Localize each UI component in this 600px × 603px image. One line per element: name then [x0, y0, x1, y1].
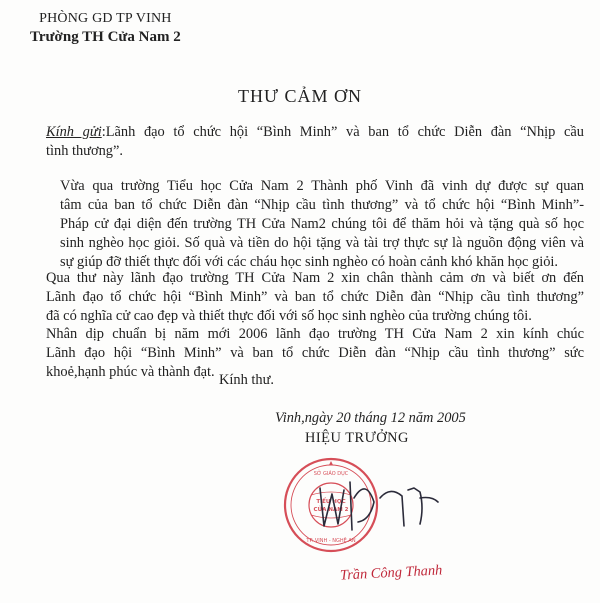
- paragraph-1: [46, 177, 584, 272]
- paragraph-line: sự giúp đỡ thiết thực đối với các cháu học sinh nghèo có hoàn cảnh khó khăn học giỏi.: [60, 254, 559, 270]
- svg-text:TIỂU HỌC: TIỂU HỌC: [316, 499, 346, 505]
- salutation-label: Kính gửi: [46, 124, 102, 140]
- paragraph-line: Nhân dịp chuẩn bị năm mới 2006 lãnh đạo trường TH Cửa Nam 2 xin kính chúc: [46, 326, 584, 342]
- svg-text:CỬA NAM 2: CỬA NAM 2: [313, 507, 349, 513]
- paragraph-3: [46, 325, 584, 382]
- paragraph-line: Lãnh đạo hội “Bình Minh” và ban tổ chức Diễn đàn “Nhịp cầu tình thương” sức: [46, 345, 584, 361]
- paragraph-line: sinh nghèo học giỏi. Số quà và tiền do hội tặng và tài trợ thực sự là nguồn động viên và: [60, 235, 584, 251]
- paragraph-line: Qua thư này lãnh đạo trường TH Cửa Nam 2 xin chân thành cảm ơn và biết ơn đến: [46, 270, 584, 286]
- letterhead: [30, 10, 181, 46]
- paragraph-2: [46, 269, 584, 326]
- office-name: PHÒNG GD TP VINH: [39, 11, 172, 26]
- closing-phrase: Kính thư.: [219, 372, 274, 388]
- paragraph-line: Lãnh đạo tổ chức hội “Bình Minh” và ban tổ chức Diễn đàn “Nhịp cầu tình thương”: [46, 289, 584, 305]
- paragraph-line: Pháp cử đại diện đến trường TH Cửa Nam2 chúng tôi để thăm hỏi và tặng quà số học: [60, 216, 584, 232]
- salutation: [46, 123, 584, 161]
- signatory-title: HIỆU TRƯỞNG: [305, 430, 409, 446]
- paragraph-line: tâm của ban tổ chức Diễn đàn “Nhịp cầu tình thương” và tổ chức hội “Bình Minh”-: [60, 197, 584, 213]
- paragraph-line: Vừa qua trường Tiểu học Cửa Nam 2 Thành phố Vinh đã vinh dự được sự quan: [60, 178, 584, 194]
- paragraph-line: đã có nghĩa cử cao đẹp và thiết thực đối với số học sinh nghèo của trường chúng tôi.: [46, 308, 532, 324]
- school-name: Trường TH Cửa Nam 2: [30, 29, 181, 45]
- svg-text:TP. VINH - NGHỆ AN: TP. VINH - NGHỆ AN: [306, 538, 356, 544]
- salutation-text-2: tình thương”.: [46, 143, 123, 159]
- letter-title: THƯ CẢM ƠN: [238, 86, 362, 106]
- svg-text:SỞ GIÁO DỤC: SỞ GIÁO DỤC: [313, 471, 349, 477]
- date-line: Vinh,ngày 20 tháng 12 năm 2005: [275, 410, 466, 426]
- salutation-text-1: :Lãnh đạo tổ chức hội “Bình Minh” và ban tổ chức Diễn đàn “Nhịp cầu: [101, 124, 584, 140]
- handwritten-signature: [310, 468, 450, 548]
- signer-name: Trần Công Thanh: [339, 562, 443, 584]
- paragraph-line: khoẻ,hạnh phúc và thành đạt.: [46, 364, 215, 380]
